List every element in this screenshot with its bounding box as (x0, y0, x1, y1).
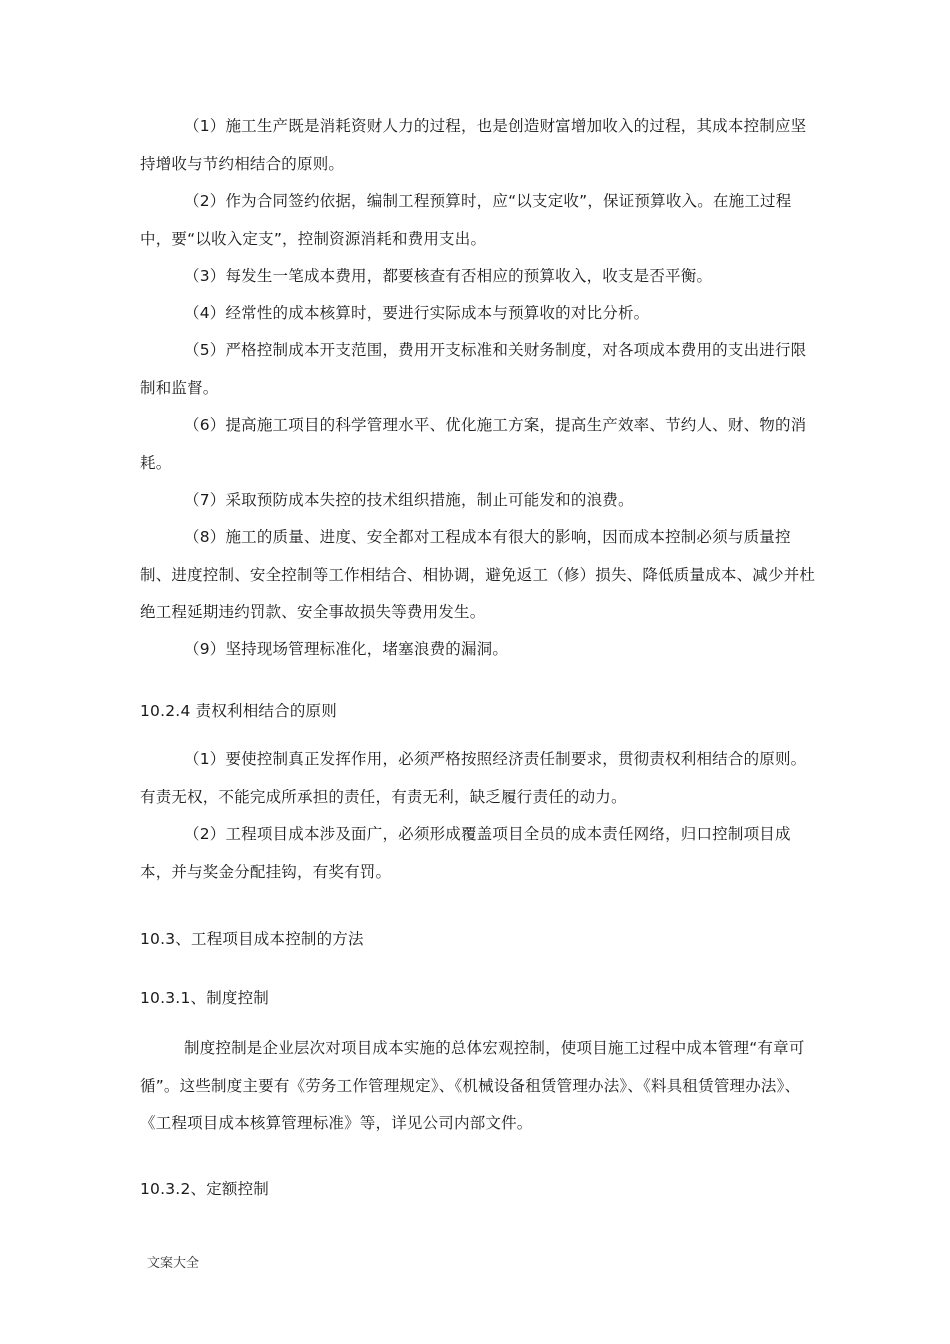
paragraph-5: （5）严格控制成本开支范围，费用开支标准和关财务制度，对各项成本费用的支出进行限制和监督。 (140, 341, 807, 397)
paragraph-responsibility-2: （2）工程项目成本涉及面广，必须形成覆盖项目全员的成本责任网络，归口控制项目成本，并与奖金分配挂钩，有奖有罚。 (140, 825, 791, 881)
paragraph-8: （8）施工的质量、进度、安全都对工程成本有很大的影响，因而成本控制必须与质量控制、进度控制、安全控制等工作相结合、相协调，避免返工（修）损失、降低质量成本、减少并杜绝工程延期违约罚款、安全事故损失等费用发生。 (140, 528, 816, 621)
paragraph-system-control: 制度控制是企业层次对项目成本实施的总体宏观控制，使项目施工过程中成本管理“有章可循”。这些制度主要有《劳务工作管理规定》、《机械设备租赁管理办法》、《料具租赁管理办法》、《工程项目成本核算管理标准》等，详见公司内部文件。 (140, 1039, 805, 1132)
page-footer: 文案大全 (147, 1256, 200, 1271)
paragraph-9: （9）坚持现场管理标准化，堵塞浪费的漏洞。 (184, 640, 509, 658)
paragraph-4: （4）经常性的成本核算时，要进行实际成本与预算收的对比分析。 (184, 304, 650, 322)
paragraph-3: （3）每发生一笔成本费用，都要核查有否相应的预算收入，收支是否平衡。 (184, 267, 713, 285)
paragraph-1: （1）施工生产既是消耗资财人力的过程，也是创造财富增加收入的过程，其成本控制应坚持增收与节约相结合的原则。 (140, 117, 807, 173)
paragraph-responsibility-1: （1）要使控制真正发挥作用，必须严格按照经济责任制要求，贯彻责权利相结合的原则。有责无权，不能完成所承担的责任，有责无利，缺乏履行责任的动力。 (140, 750, 807, 806)
section-heading-10-2-4: 10.2.4 责权利相结合的原则 (140, 702, 337, 720)
paragraph-7: （7）采取预防成本失控的技术组织措施，制止可能发和的浪费。 (184, 491, 634, 509)
section-heading-10-3-2: 10.3.2、定额控制 (140, 1180, 270, 1198)
section-heading-10-3: 10.3、工程项目成本控制的方法 (140, 930, 364, 948)
section-heading-10-3-1: 10.3.1、制度控制 (140, 989, 270, 1007)
paragraph-6: （6）提高施工项目的科学管理水平、优化施工方案，提高生产效率、节约人、财、物的消耗。 (140, 416, 807, 472)
paragraph-2: （2）作为合同签约依据，编制工程预算时，应“以支定收”，保证预算收入。在施工过程中，要“以收入定支”，控制资源消耗和费用支出。 (140, 192, 792, 248)
